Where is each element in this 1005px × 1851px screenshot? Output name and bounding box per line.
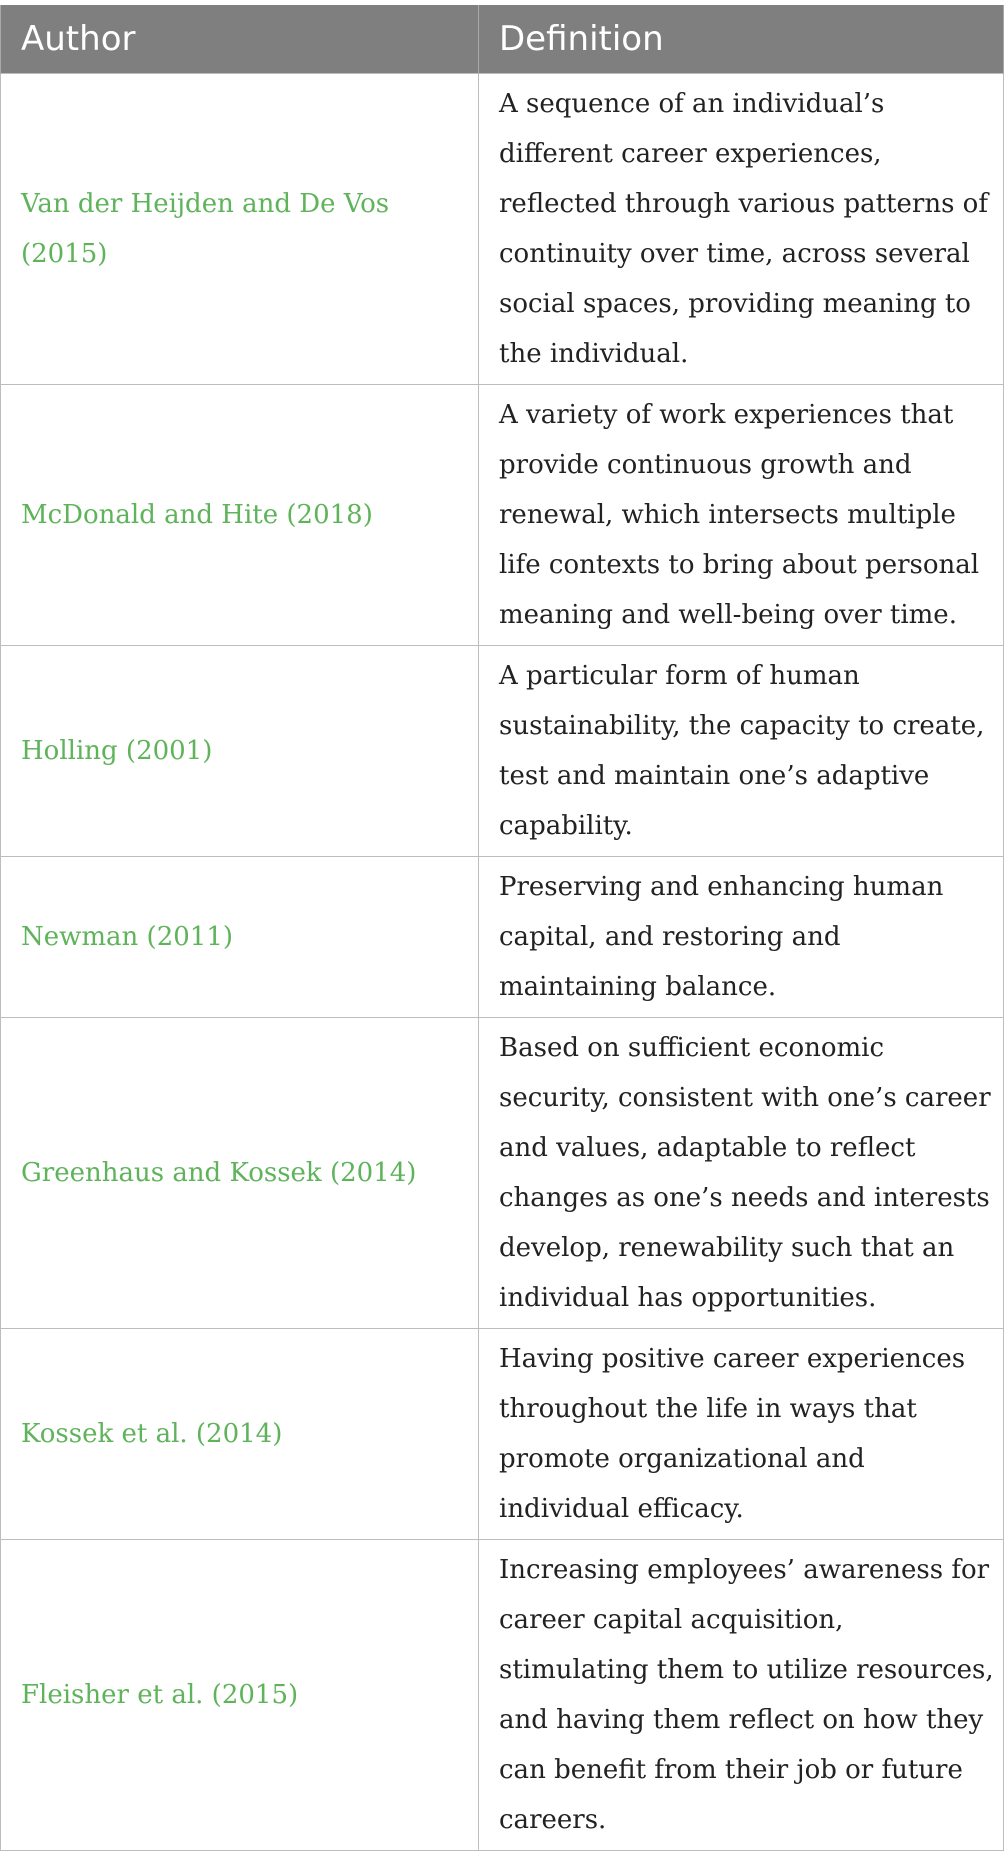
table-body: [1, 74, 1004, 1851]
table-row: [1, 646, 1004, 857]
definition-cell: A particular form of human sustainability, the capacity to create, test and maintain one’s adaptive capability.: [479, 646, 1004, 857]
table-row: [1, 1018, 1004, 1329]
author-link[interactable]: Greenhaus and Kossek (2014): [1, 1018, 479, 1329]
definition-cell: A variety of work experiences that provide continuous growth and renewal, which intersects multiple life contexts to bring about personal meaning and well-being over time.: [479, 385, 1004, 646]
author-link[interactable]: McDonald and Hite (2018): [1, 385, 479, 646]
header-row: [1, 5, 1004, 74]
author-link[interactable]: Van der Heijden and De Vos (2015): [1, 74, 479, 385]
table-row: [1, 385, 1004, 646]
author-link[interactable]: Kossek et al. (2014): [1, 1329, 479, 1540]
author-link[interactable]: Holling (2001): [1, 646, 479, 857]
table-header: [1, 5, 1004, 74]
definition-cell: Based on sufficient economic security, consistent with one’s career and values, adaptable to reflect changes as one’s needs and interests develop, renewability such that an individual has opportunities.: [479, 1018, 1004, 1329]
header-definition: Definition: [479, 5, 1004, 74]
definition-cell: A sequence of an individual’s different career experiences, reflected through various patterns of continuity over time, across several social spaces, providing meaning to the individual.: [479, 74, 1004, 385]
definitions-table: [0, 5, 1004, 1851]
table-row: [1, 74, 1004, 385]
definition-cell: Having positive career experiences throughout the life in ways that promote organizational and individual efficacy.: [479, 1329, 1004, 1540]
author-link[interactable]: Newman (2011): [1, 857, 479, 1018]
table-row: [1, 857, 1004, 1018]
table-row: [1, 1329, 1004, 1540]
table-row: [1, 1540, 1004, 1851]
author-link[interactable]: Fleisher et al. (2015): [1, 1540, 479, 1851]
definition-cell: Increasing employees’ awareness for career capital acquisition, stimulating them to utilize resources, and having them reflect on how they can benefit from their job or future careers.: [479, 1540, 1004, 1851]
definitions-table-container: [0, 5, 1003, 1851]
header-author: Author: [1, 5, 479, 74]
definition-cell: Preserving and enhancing human capital, and restoring and maintaining balance.: [479, 857, 1004, 1018]
